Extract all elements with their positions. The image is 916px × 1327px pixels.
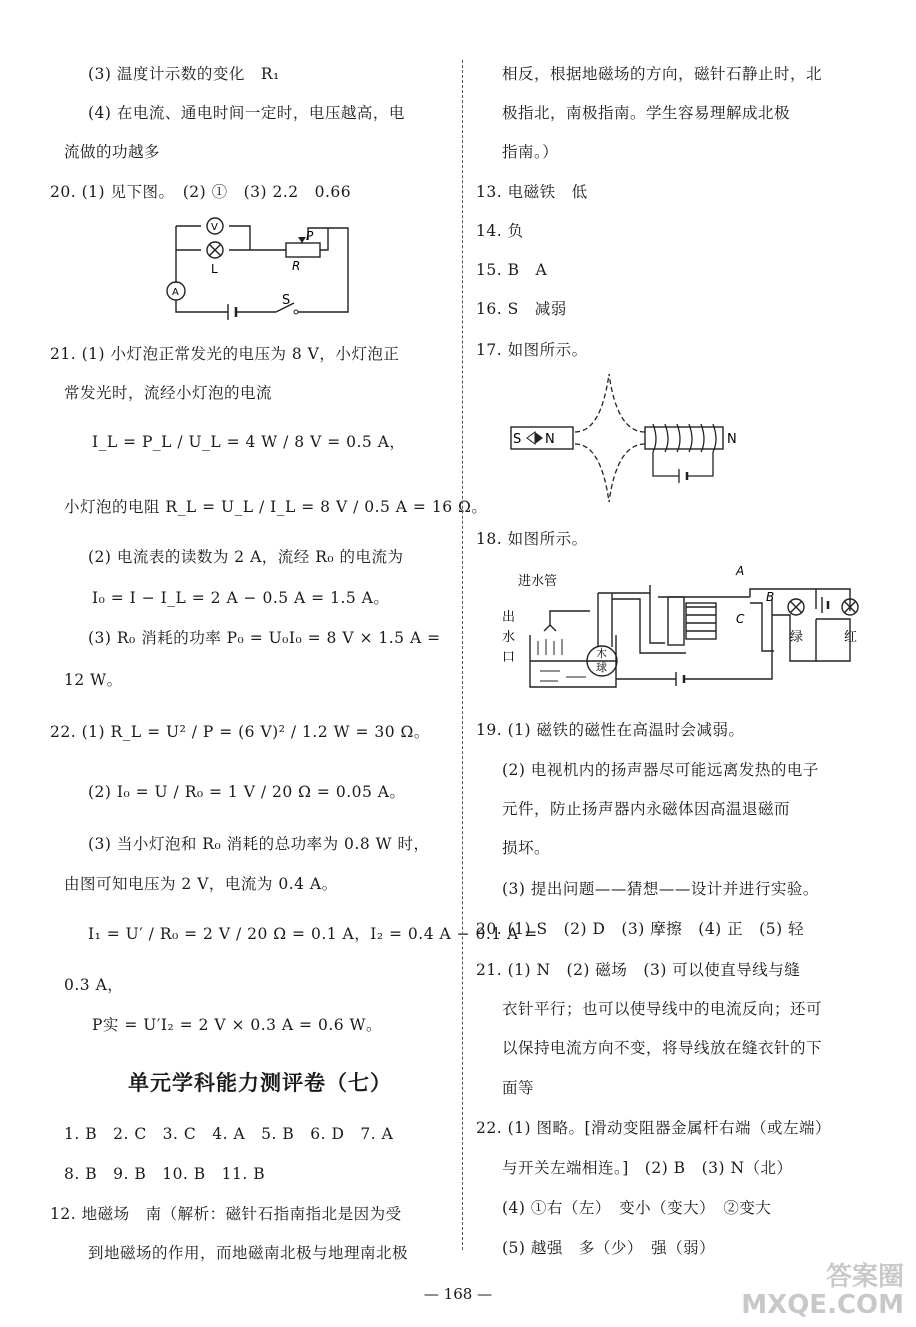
left-line: 20. (1) 见下图。 (2) ① (3) 2.2 0.66 [50,183,352,201]
watermark [741,1264,904,1319]
outlet-label: 口 [502,650,516,665]
right-line: 15. B A [476,261,548,279]
contact-b-label: B [766,590,775,604]
right-line: 13. 电磁铁 低 [476,183,588,201]
fig-label-l: L [211,262,218,276]
red-lamp-label: 红 [844,630,858,645]
left-line: 流做的功越多 [64,143,161,161]
fig-label-r: R [292,259,301,273]
contact-c-label: C [736,612,745,626]
right-line: 以保持电流方向不变，将导线放在缝衣针的下 [502,1039,823,1057]
formula-line: 小灯泡的电阻 R_L = U_L / I_L = 8 V / 0.5 A = 16 Ω。 [64,498,488,516]
left-line: 由图可知电压为 2 V，电流为 0.4 A。 [64,875,338,893]
right-line: 损坏。 [502,839,551,857]
right-line: 衣针平行；也可以使导线中的电流反向；还可 [502,1000,823,1018]
fig-label-a: A [172,287,179,298]
formula-line: I₁ = U′ / R₀ = 2 V / 20 Ω = 0.1 A，I₂ = 0.4 A − 0.1 A = [88,925,538,943]
right-line: 16. S 减弱 [476,300,567,318]
right-line: 19. (1) 磁铁的磁性在高温时会减弱。 [476,721,745,739]
left-line: 12. 地磁场 南（解析：磁针石指南指北是因为受 [50,1205,402,1223]
right-line: 与开关左端相连。] (2) B (3) N（北） [502,1159,793,1177]
circuit-diagram-q20 [158,210,358,326]
float-label: 木 [596,647,607,660]
right-line: 14. 负 [476,222,524,240]
right-line: (5) 越强 多（少） 强（弱） [502,1239,716,1257]
watermark-logo-text: 答案圈 [825,1262,904,1293]
right-line: (3) 提出问题——猜想——设计并进行实验。 [502,880,819,898]
fig-label-s: S [282,293,291,308]
left-line: (2) 电流表的读数为 2 A，流经 R₀ 的电流为 [88,548,404,566]
left-line: (3) 温度计示数的变化 R₁ [88,65,280,83]
right-line: 21. (1) N (2) 磁场 (3) 可以使直导线与缝 [476,961,801,979]
fig-label-p: P [306,229,314,243]
left-line: (4) 在电流、通电时间一定时，电压越高，电 [88,104,405,122]
right-line: (4) ①右（左） 变小（变大） ②变大 [502,1199,772,1217]
right-line: 指南。） [502,143,559,161]
formula-line: P实 = U′I₂ = 2 V × 0.3 A = 0.6 W。 [92,1016,382,1034]
right-line: 22. (1) 图略。[滑动变阻器金属杆右端（或左端） [476,1119,832,1137]
magnet-diagram-q17 [505,372,765,508]
left-line: 21. (1) 小灯泡正常发光的电压为 8 V，小灯泡正 [50,345,400,363]
left-line: (3) 当小灯泡和 R₀ 消耗的总功率为 0.8 W 时， [88,835,430,853]
formula-line: I_L = P_L / U_L = 4 W / 8 V = 0.5 A， [92,433,406,451]
fig-label-s: S [513,432,522,447]
fig-label-n: N [727,432,737,447]
left-line: 到地磁场的作用，而地磁南北极与地理南北极 [88,1244,409,1262]
column-divider [462,60,463,1250]
inlet-label: 进水管 [518,574,558,589]
fig-label-v: V [211,222,218,233]
left-line: 常发光时，流经小灯泡的电流 [64,384,273,402]
left-line: 12 W。 [64,671,123,689]
page-number: — 168 — [423,1285,493,1303]
right-line: 18. 如图所示。 [476,530,588,548]
right-line: 20. (1) S (2) D (3) 摩擦 (4) 正 (5) 轻 [476,920,805,938]
water-level-alarm-diagram-q18 [500,563,868,699]
fig-label-n: N [545,432,555,447]
answer-line: 1. B 2. C 3. C 4. A 5. B 6. D 7. A [64,1125,394,1143]
formula-line: 22. (1) R_L = U² / P = (6 V)² / 1.2 W = 30 Ω。 [50,723,430,741]
right-line: 相反，根据地磁场的方向，磁针石静止时，北 [502,65,823,83]
right-line: (2) 电视机内的扬声器尽可能远离发热的电子 [502,761,819,779]
green-lamp-label: 绿 [790,630,804,645]
right-line: 17. 如图所示。 [476,341,588,359]
watermark-url: MXQE.COM [741,1289,904,1320]
contact-a-label: A [736,564,745,578]
section-heading: 单元学科能力测评卷（七） [128,1071,392,1095]
formula-line: (2) I₀ = U / R₀ = 1 V / 20 Ω = 0.05 A。 [88,783,406,801]
left-line: 0.3 A， [64,976,124,994]
left-line: (3) R₀ 消耗的功率 P₀ = U₀I₀ = 8 V × 1.5 A = [88,629,441,647]
outlet-label: 水 [502,630,516,645]
right-line: 元件，防止扬声器内永磁体因高温退磁而 [502,800,791,818]
answer-line: 8. B 9. B 10. B 11. B [64,1165,266,1183]
right-line: 面等 [502,1079,535,1097]
outlet-label: 出 [502,610,516,625]
formula-line: I₀ = I − I_L = 2 A − 0.5 A = 1.5 A。 [92,589,390,607]
right-line: 极指北，南极指南。学生容易理解成北极 [502,104,791,122]
float-label: 球 [596,661,607,674]
